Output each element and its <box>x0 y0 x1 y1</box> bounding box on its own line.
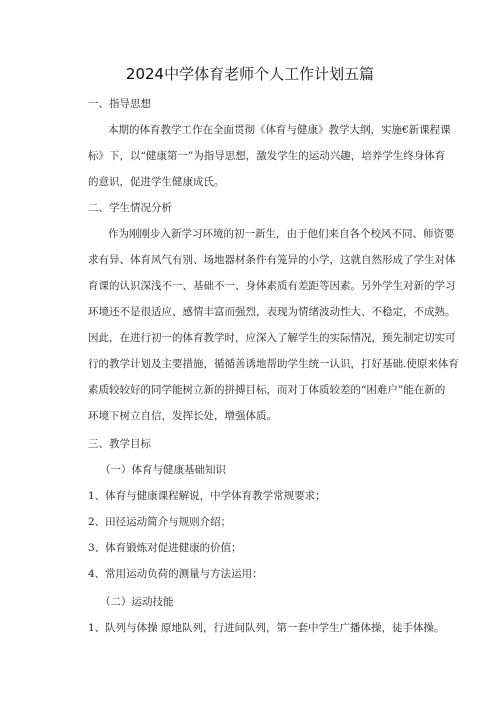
paragraph-line: 素质较较好的同学能树立新的拼搏目标，而对丁体质较差的“困难户”能在新的 <box>88 384 446 396</box>
paragraph-line: 求有异、体育风气有别、场地器材条件有笼异的小学，这就自然形成了学生对体 <box>88 254 456 266</box>
paragraph-line: 环境下树立自信，发挥长处，增强体质。 <box>88 410 277 422</box>
list-item: 1、体育与健康课程解说，中学体育教学常规要求； <box>88 490 326 502</box>
paragraph-line: 的意识，促进学生健康成氏。 <box>88 176 225 188</box>
list-item: 2、田径运动简介与规则介绍； <box>88 516 232 528</box>
list-item: 1、队列与体操 原地队列，行进间队列，第一套中学生广播体操，徒手体操。 <box>88 622 445 634</box>
paragraph-line: 本期的体育教学工作在全面贯彻《体育与健康》教学大纲，实施€新课程课 <box>108 124 451 136</box>
paragraph-line: 因此，在进行初一的体育教学时，应深入了解学生的实际情况，预先制定切实可 <box>88 332 456 344</box>
paragraph-line: 育课的认识深浅不一、基础不一、身体素质有差距等因素。另外学生对新的学习 <box>88 280 456 292</box>
paragraph-line: 作为刚刚步入新学习环境的初一新生，由于他们来自各个校风不同、师资要 <box>108 228 455 240</box>
section-heading-student-analysis: 二、学生情况分析 <box>88 202 172 214</box>
paragraph-line: 环境还不是很适应、感情丰富而强烈，表现为情绪波动性大、不稳定，不成熟。 <box>88 306 456 318</box>
paragraph-line: 行的教学计划及主要措施，循循善诱地帮助学生统一认识，打好基础.使原来体育 <box>88 358 459 370</box>
section-heading-guiding-ideology: 一、指导思想 <box>88 98 151 110</box>
document-title: 2024中学体育老师个人工作计划五篇 <box>125 65 375 83</box>
list-item: 4、常用运动负荷的测量与方法运用： <box>88 568 263 580</box>
list-item: 3、体育锻炼对促进健康的价值； <box>88 542 242 554</box>
paragraph-line: 标》下，以“健康第一”为指导思想，激发学生的运动兴趣，培养学生终身体育 <box>88 150 446 162</box>
section-heading-teaching-goals: 三、教学目标 <box>88 438 151 450</box>
subsection-heading-skills: （二）运动技能 <box>100 596 174 608</box>
subsection-heading-knowledge: （一）体育与健康基础知识 <box>100 464 226 476</box>
